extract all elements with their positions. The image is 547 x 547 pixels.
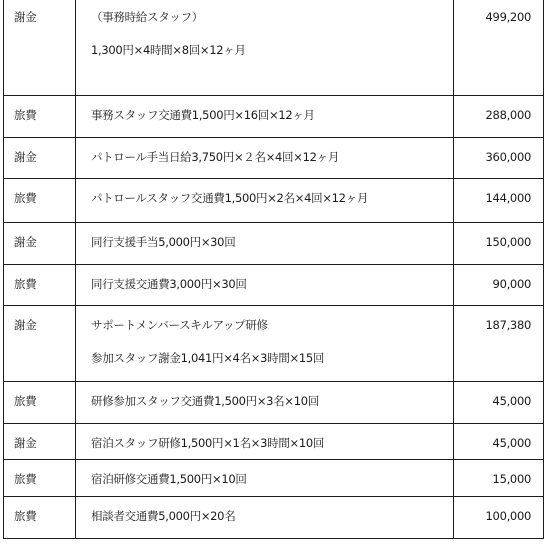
category-cell: 謝金 [4, 306, 76, 382]
description-line: 同行支援手当5,000円×30回 [91, 235, 236, 249]
description-cell [76, 223, 454, 265]
description-cell [76, 96, 454, 138]
description-line: 研修参加スタッフ交通費1,500円×3名×10回 [91, 394, 319, 408]
description-line: 同行支援交通費3,000円×30回 [91, 277, 247, 291]
category-cell: 旅費 [4, 460, 76, 497]
category-cell: 旅費 [4, 382, 76, 424]
description-cell [76, 497, 454, 539]
category-cell: 旅費 [4, 179, 76, 223]
amount-cell: 144,000 [454, 179, 544, 223]
table-row [4, 460, 544, 497]
amount-cell: 90,000 [454, 265, 544, 306]
category-cell: 謝金 [4, 0, 76, 96]
table-row [4, 179, 544, 223]
category-cell: 旅費 [4, 497, 76, 539]
category-cell: 旅費 [4, 96, 76, 138]
expense-table [3, 0, 544, 539]
table-row [4, 138, 544, 179]
table-row [4, 424, 544, 460]
amount-cell: 288,000 [454, 96, 544, 138]
amount-cell: 150,000 [454, 223, 544, 265]
description-line: パトロールスタッフ交通費1,500円×2名×4回×12ヶ月 [91, 191, 369, 205]
description-cell [76, 0, 454, 96]
amount-cell: 360,000 [454, 138, 544, 179]
table-row [4, 306, 544, 382]
table-row [4, 265, 544, 306]
table-row [4, 223, 544, 265]
category-cell: 謝金 [4, 424, 76, 460]
description-line: パトロール手当日給3,750円×２名×4回×12ヶ月 [91, 150, 340, 164]
category-cell: 謝金 [4, 223, 76, 265]
description-line: （事務時給スタッフ） [91, 10, 203, 24]
description-line: 事務スタッフ交通費1,500円×16回×12ヶ月 [91, 108, 315, 122]
table-row [4, 96, 544, 138]
description-cell [76, 460, 454, 497]
amount-cell: 15,000 [454, 460, 544, 497]
description-cell [76, 424, 454, 460]
amount-cell: 45,000 [454, 424, 544, 460]
amount-cell: 45,000 [454, 382, 544, 424]
description-line: サポートメンバースキルアップ研修 [91, 318, 268, 332]
amount-cell: 499,200 [454, 0, 544, 96]
description-cell [76, 265, 454, 306]
description-cell [76, 306, 454, 382]
amount-cell: 100,000 [454, 497, 544, 539]
table-row [4, 497, 544, 539]
description-cell [76, 179, 454, 223]
category-cell: 旅費 [4, 265, 76, 306]
category-cell: 謝金 [4, 138, 76, 179]
table-row [4, 382, 544, 424]
description-line: 宿泊スタッフ研修1,500円×1名×3時間×10回 [91, 436, 325, 450]
description-line: 1,300円×4時間×8回×12ヶ月 [91, 43, 246, 57]
description-cell [76, 382, 454, 424]
amount-cell: 187,380 [454, 306, 544, 382]
table-row [4, 0, 544, 96]
description-line: 宿泊研修交通費1,500円×10回 [91, 472, 247, 486]
description-cell [76, 138, 454, 179]
description-line: 参加スタッフ謝金1,041円×4名×3時間×15回 [91, 351, 325, 365]
description-line: 相談者交通費5,000円×20名 [91, 509, 236, 523]
